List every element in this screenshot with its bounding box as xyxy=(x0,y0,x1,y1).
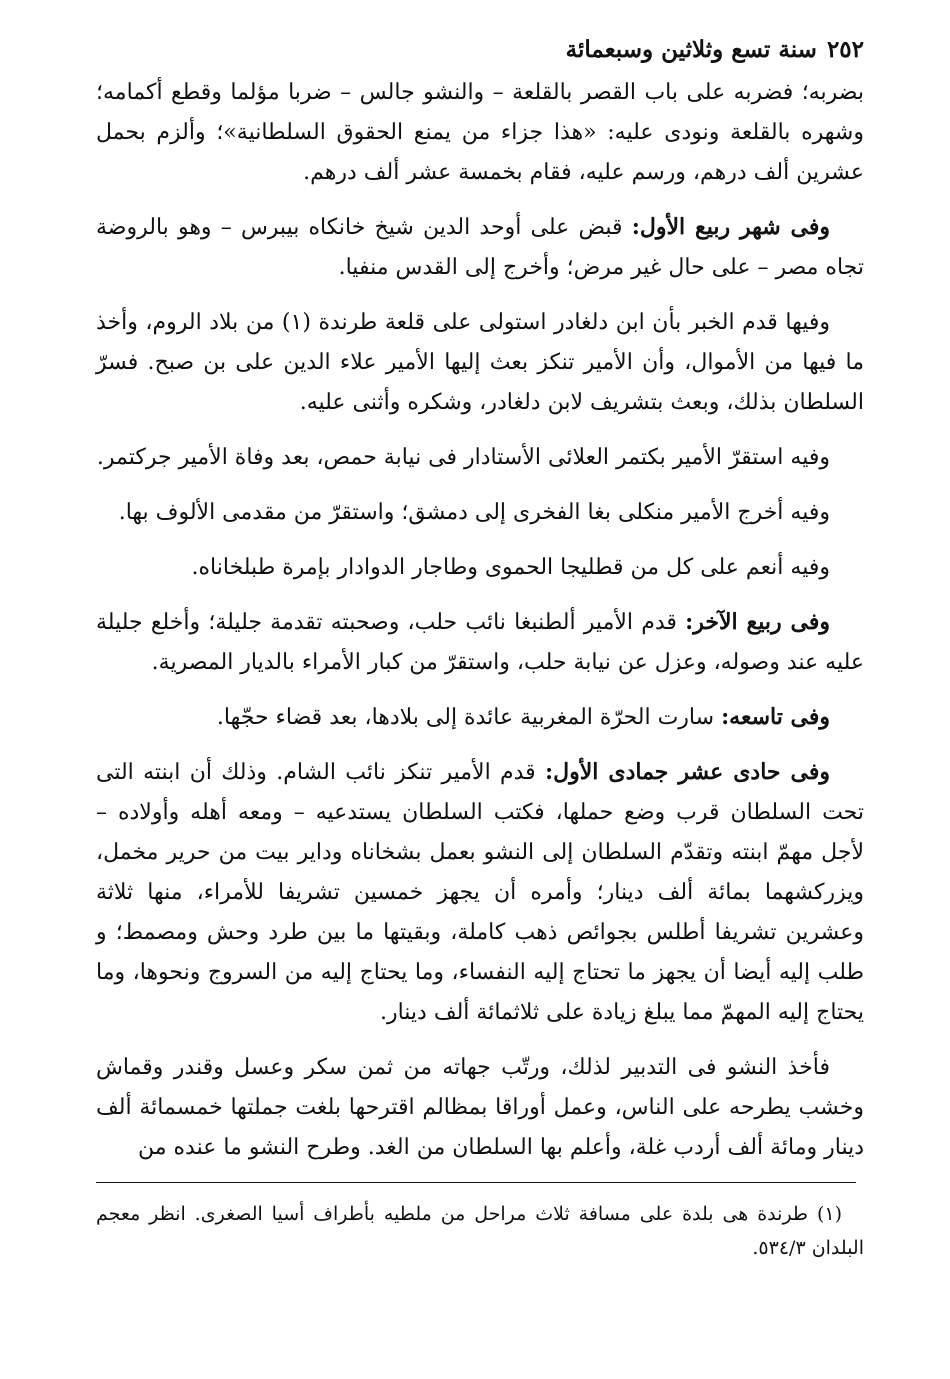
paragraph-text: وفيه استقرّ الأمير بكتمر العلائى الأستادار فى نيابة حمص، بعد وفاة الأمير جركتمر. xyxy=(96,445,830,470)
paragraph-lead: وفى شهر ربيع الأول: xyxy=(631,214,831,240)
paragraph-8 xyxy=(96,697,864,738)
paragraph-lead: وفى ربيع الآخر: xyxy=(685,609,830,635)
paragraph-6 xyxy=(96,547,864,588)
paragraph-text: فأخذ النشو فى التدبير لذلك، ورتّب جهاته من ثمن سكر وعسل وقندر وقماش وخشب يطرحه على الناس، وعمل أوراقا بمظالم اقترحها بلغت جملتها خمسمائة ألف دينار ومائة ألف أردب غلة، وأعلم بها السلطان من الغد. وطرح النشو ما عنده من xyxy=(96,1055,864,1160)
paragraph-text: قدم الأمير ألطنبغا نائب حلب، وصحبته تقدمة جليلة؛ وأخلع جليلة عليه عند وصوله، وعزل عن نيابة حلب، واستقرّ من كبار الأمراء بالديار المصرية. xyxy=(96,610,864,675)
paragraph-text: وفيه أنعم على كل من قطليجا الحموى وطاجار الدوادار بإمرة طبلخاناه. xyxy=(191,555,830,580)
paragraph-9 xyxy=(96,752,864,1033)
footnote-divider xyxy=(96,1182,856,1183)
paragraph-10 xyxy=(96,1047,864,1168)
paragraph-text: قبض على أوحد الدين شيخ خانكاه بيبرس – وهو بالروضة تجاه مصر – على حال غير مرض؛ وأخرج إلى القدس منفيا. xyxy=(96,215,864,280)
paragraph-3 xyxy=(96,302,864,423)
footnote: (١) طرندة هى بلدة على مسافة ثلاث مراحل من ملطيه بأطراف أسيا الصغرى. انظر معجم البلدان ٥٣٤/٣. xyxy=(96,1203,864,1259)
paragraph-text: وفيها قدم الخبر بأن ابن دلغادر استولى على قلعة طرندة (١) من بلاد الروم، وأخذ ما فيها من الأموال، وأن الأمير تنكز بعث إليها الأمير علاء الدين على بن صبح. فسرّ السلطان بذلك، وبعث بتشريف لابن دلغادر، وشكره وأثنى عليه. xyxy=(96,310,864,415)
paragraph-2 xyxy=(96,207,864,288)
main-text xyxy=(96,72,864,1168)
running-title: سنة تسع وثلاثين وسبعمائة xyxy=(565,36,817,63)
paragraph-text: وفيه أخرج الأمير منكلى بغا الفخرى إلى دمشق؛ واستقرّ من مقدمى الألوف بها. xyxy=(118,500,830,525)
page-number: ٢٥٢ xyxy=(826,36,864,63)
paragraph-text: قدم الأمير تنكز نائب الشام. وذلك أن ابنته التى تحت السلطان قرب وضع حملها، فكتب السلطان يستدعيه – ومعه أهله وأولاده – لأجل مهمّ ابنته وتقدّم السلطان إلى النشو بعمل بشخاناه وداير بيت من حرير مخمل، ويزركشهما بمائة ألف دينار؛ وأمره أن يجهز خمسين تشريفا للأمراء، منها ثلاثة وعشرين تشريفا أطلس بجوائص ذهب كاملة، وبقيتها ما بين طرد وحش ومصمط؛ و طلب إليه أيضا أن يجهز ما تحتاج إليه النفساء، وما يحتاج إليه من السروج ونحوها، وما يحتاج إليه المهمّ مما يبلغ زيادة على ثلاثمائة ألف دينار. xyxy=(96,760,864,1025)
paragraph-text: بضربه؛ فضربه على باب القصر بالقلعة – والنشو جالس – ضربا مؤلما وقطع أكمامه؛ وشهره بالقلعة ونودى عليه: «هذا جزاء من يمنع الحقوق السلطانية»؛ وألزم بحمل عشرين ألف درهم، ورسم عليه، فقام بخمسة عشر ألف درهم. xyxy=(96,80,864,185)
page-header xyxy=(96,28,864,72)
paragraph-lead: وفى تاسعه: xyxy=(721,704,830,730)
paragraph-lead: وفى حادى عشر جمادى الأول: xyxy=(545,759,830,785)
paragraph-4 xyxy=(96,437,864,478)
paragraph-1 xyxy=(96,72,864,193)
paragraph-text: سارت الحرّة المغربية عائدة إلى بلادها، بعد قضاء حجّها. xyxy=(216,705,722,730)
paragraph-5 xyxy=(96,492,864,533)
book-page xyxy=(96,28,864,1359)
paragraph-7 xyxy=(96,602,864,683)
